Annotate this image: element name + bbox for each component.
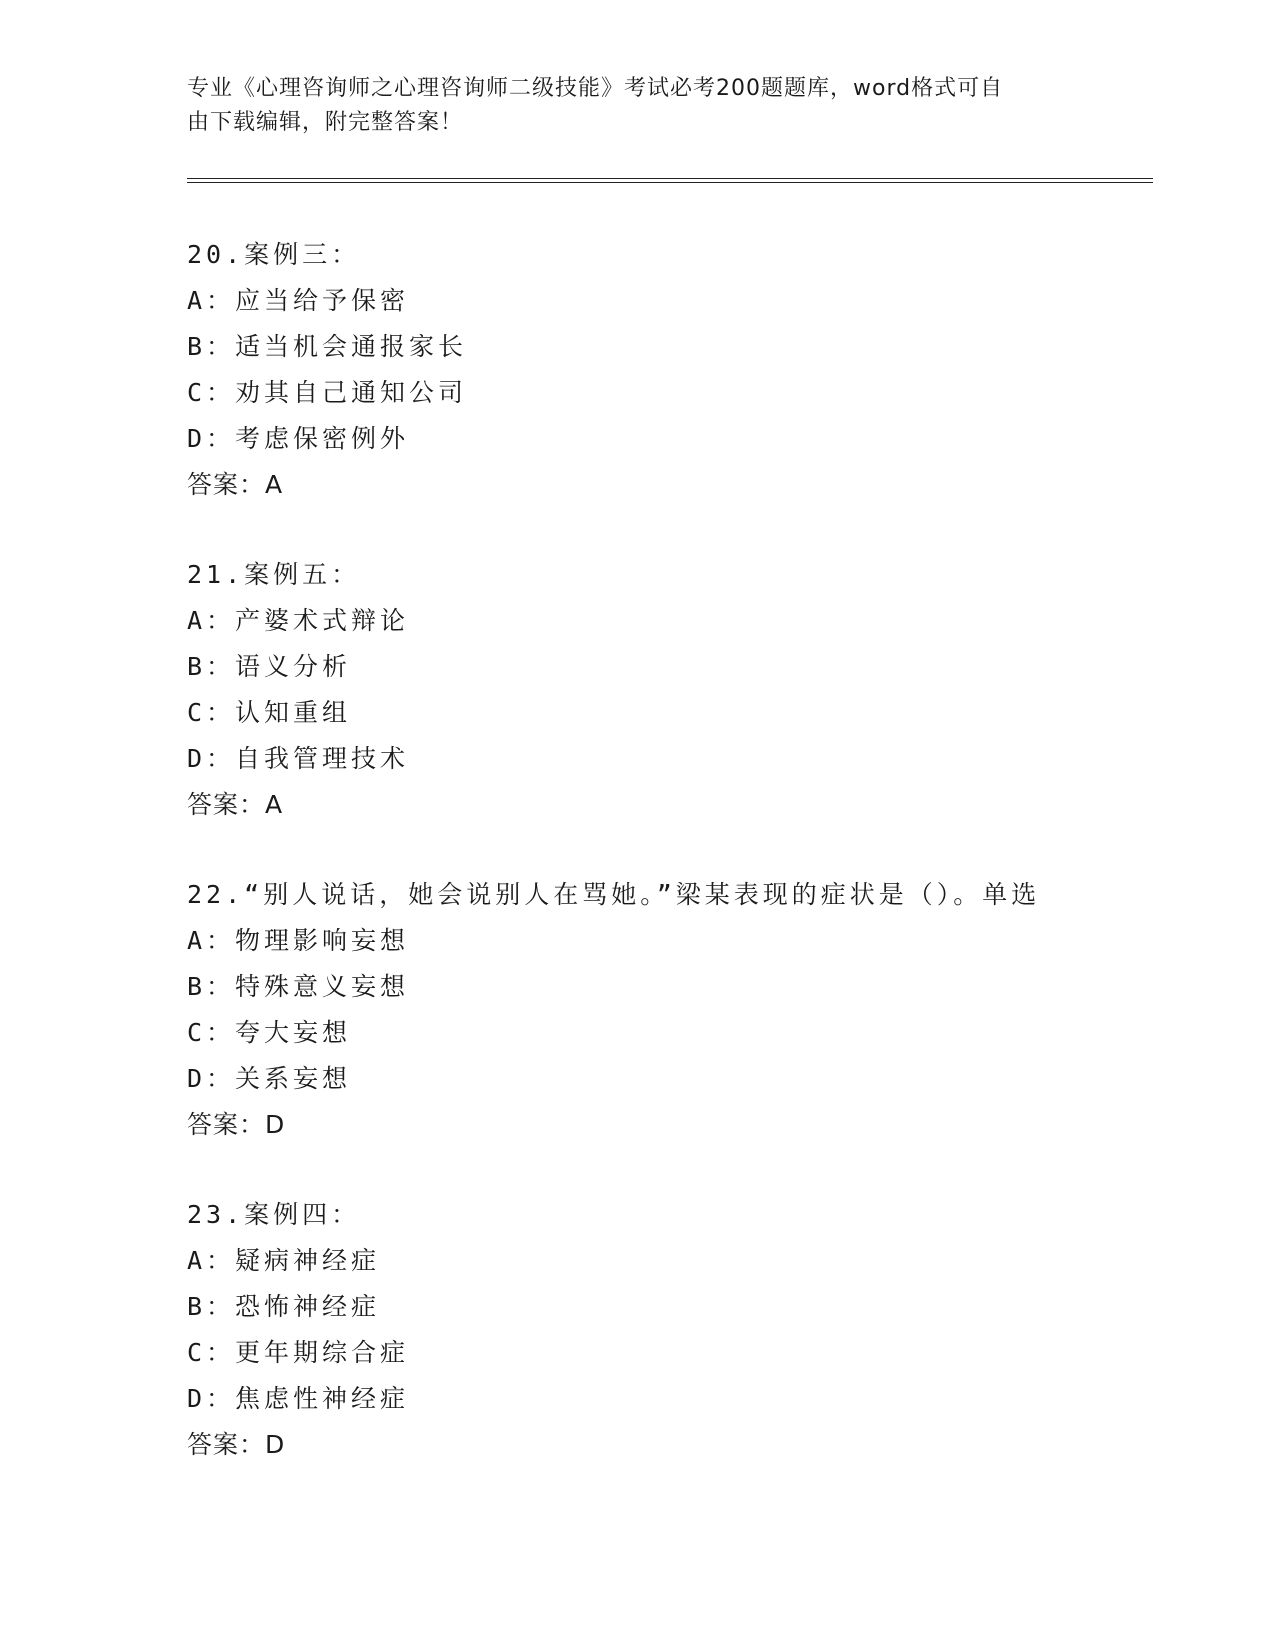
header-divider bbox=[187, 178, 1153, 183]
question-stem: 23.案例四： bbox=[187, 1200, 361, 1229]
option-b: B：恐怖神经症 bbox=[187, 1292, 381, 1321]
answer-line: 答案：A bbox=[187, 790, 284, 819]
option-d: D：焦虑性神经症 bbox=[187, 1384, 410, 1413]
option-d: D：考虑保密例外 bbox=[187, 424, 410, 453]
option-a: A：疑病神经症 bbox=[187, 1246, 381, 1275]
option-b: B：语义分析 bbox=[187, 652, 352, 681]
option-d: D：自我管理技术 bbox=[187, 744, 410, 773]
option-c: C：劝其自己通知公司 bbox=[187, 378, 468, 407]
question-stem: 21.案例五： bbox=[187, 560, 361, 589]
option-c: C：夸大妄想 bbox=[187, 1018, 352, 1047]
option-d: D：关系妄想 bbox=[187, 1064, 352, 1093]
header-line-2: 由下载编辑，附完整答案！ bbox=[187, 110, 464, 135]
question-list bbox=[187, 232, 1153, 1512]
document-header bbox=[187, 72, 1067, 140]
question-21 bbox=[187, 552, 1153, 828]
question-stem: 20.案例三： bbox=[187, 240, 361, 269]
question-23 bbox=[187, 1192, 1153, 1468]
answer-line: 答案：D bbox=[187, 1110, 286, 1139]
question-22 bbox=[187, 872, 1153, 1148]
option-c: C：认知重组 bbox=[187, 698, 352, 727]
option-a: A：产婆术式辩论 bbox=[187, 606, 410, 635]
option-c: C：更年期综合症 bbox=[187, 1338, 410, 1367]
answer-line: 答案：D bbox=[187, 1430, 286, 1459]
question-stem: 22.“别人说话，她会说别人在骂她。”梁某表现的症状是（）。单选 bbox=[187, 880, 1041, 909]
option-a: A：应当给予保密 bbox=[187, 286, 410, 315]
answer-line: 答案：A bbox=[187, 470, 284, 499]
option-b: B：适当机会通报家长 bbox=[187, 332, 468, 361]
option-b: B：特殊意义妄想 bbox=[187, 972, 410, 1001]
question-20 bbox=[187, 232, 1153, 508]
header-line-1: 专业《心理咨询师之心理咨询师二级技能》考试必考200题题库，word格式可自 bbox=[187, 76, 1004, 101]
option-a: A：物理影响妄想 bbox=[187, 926, 410, 955]
